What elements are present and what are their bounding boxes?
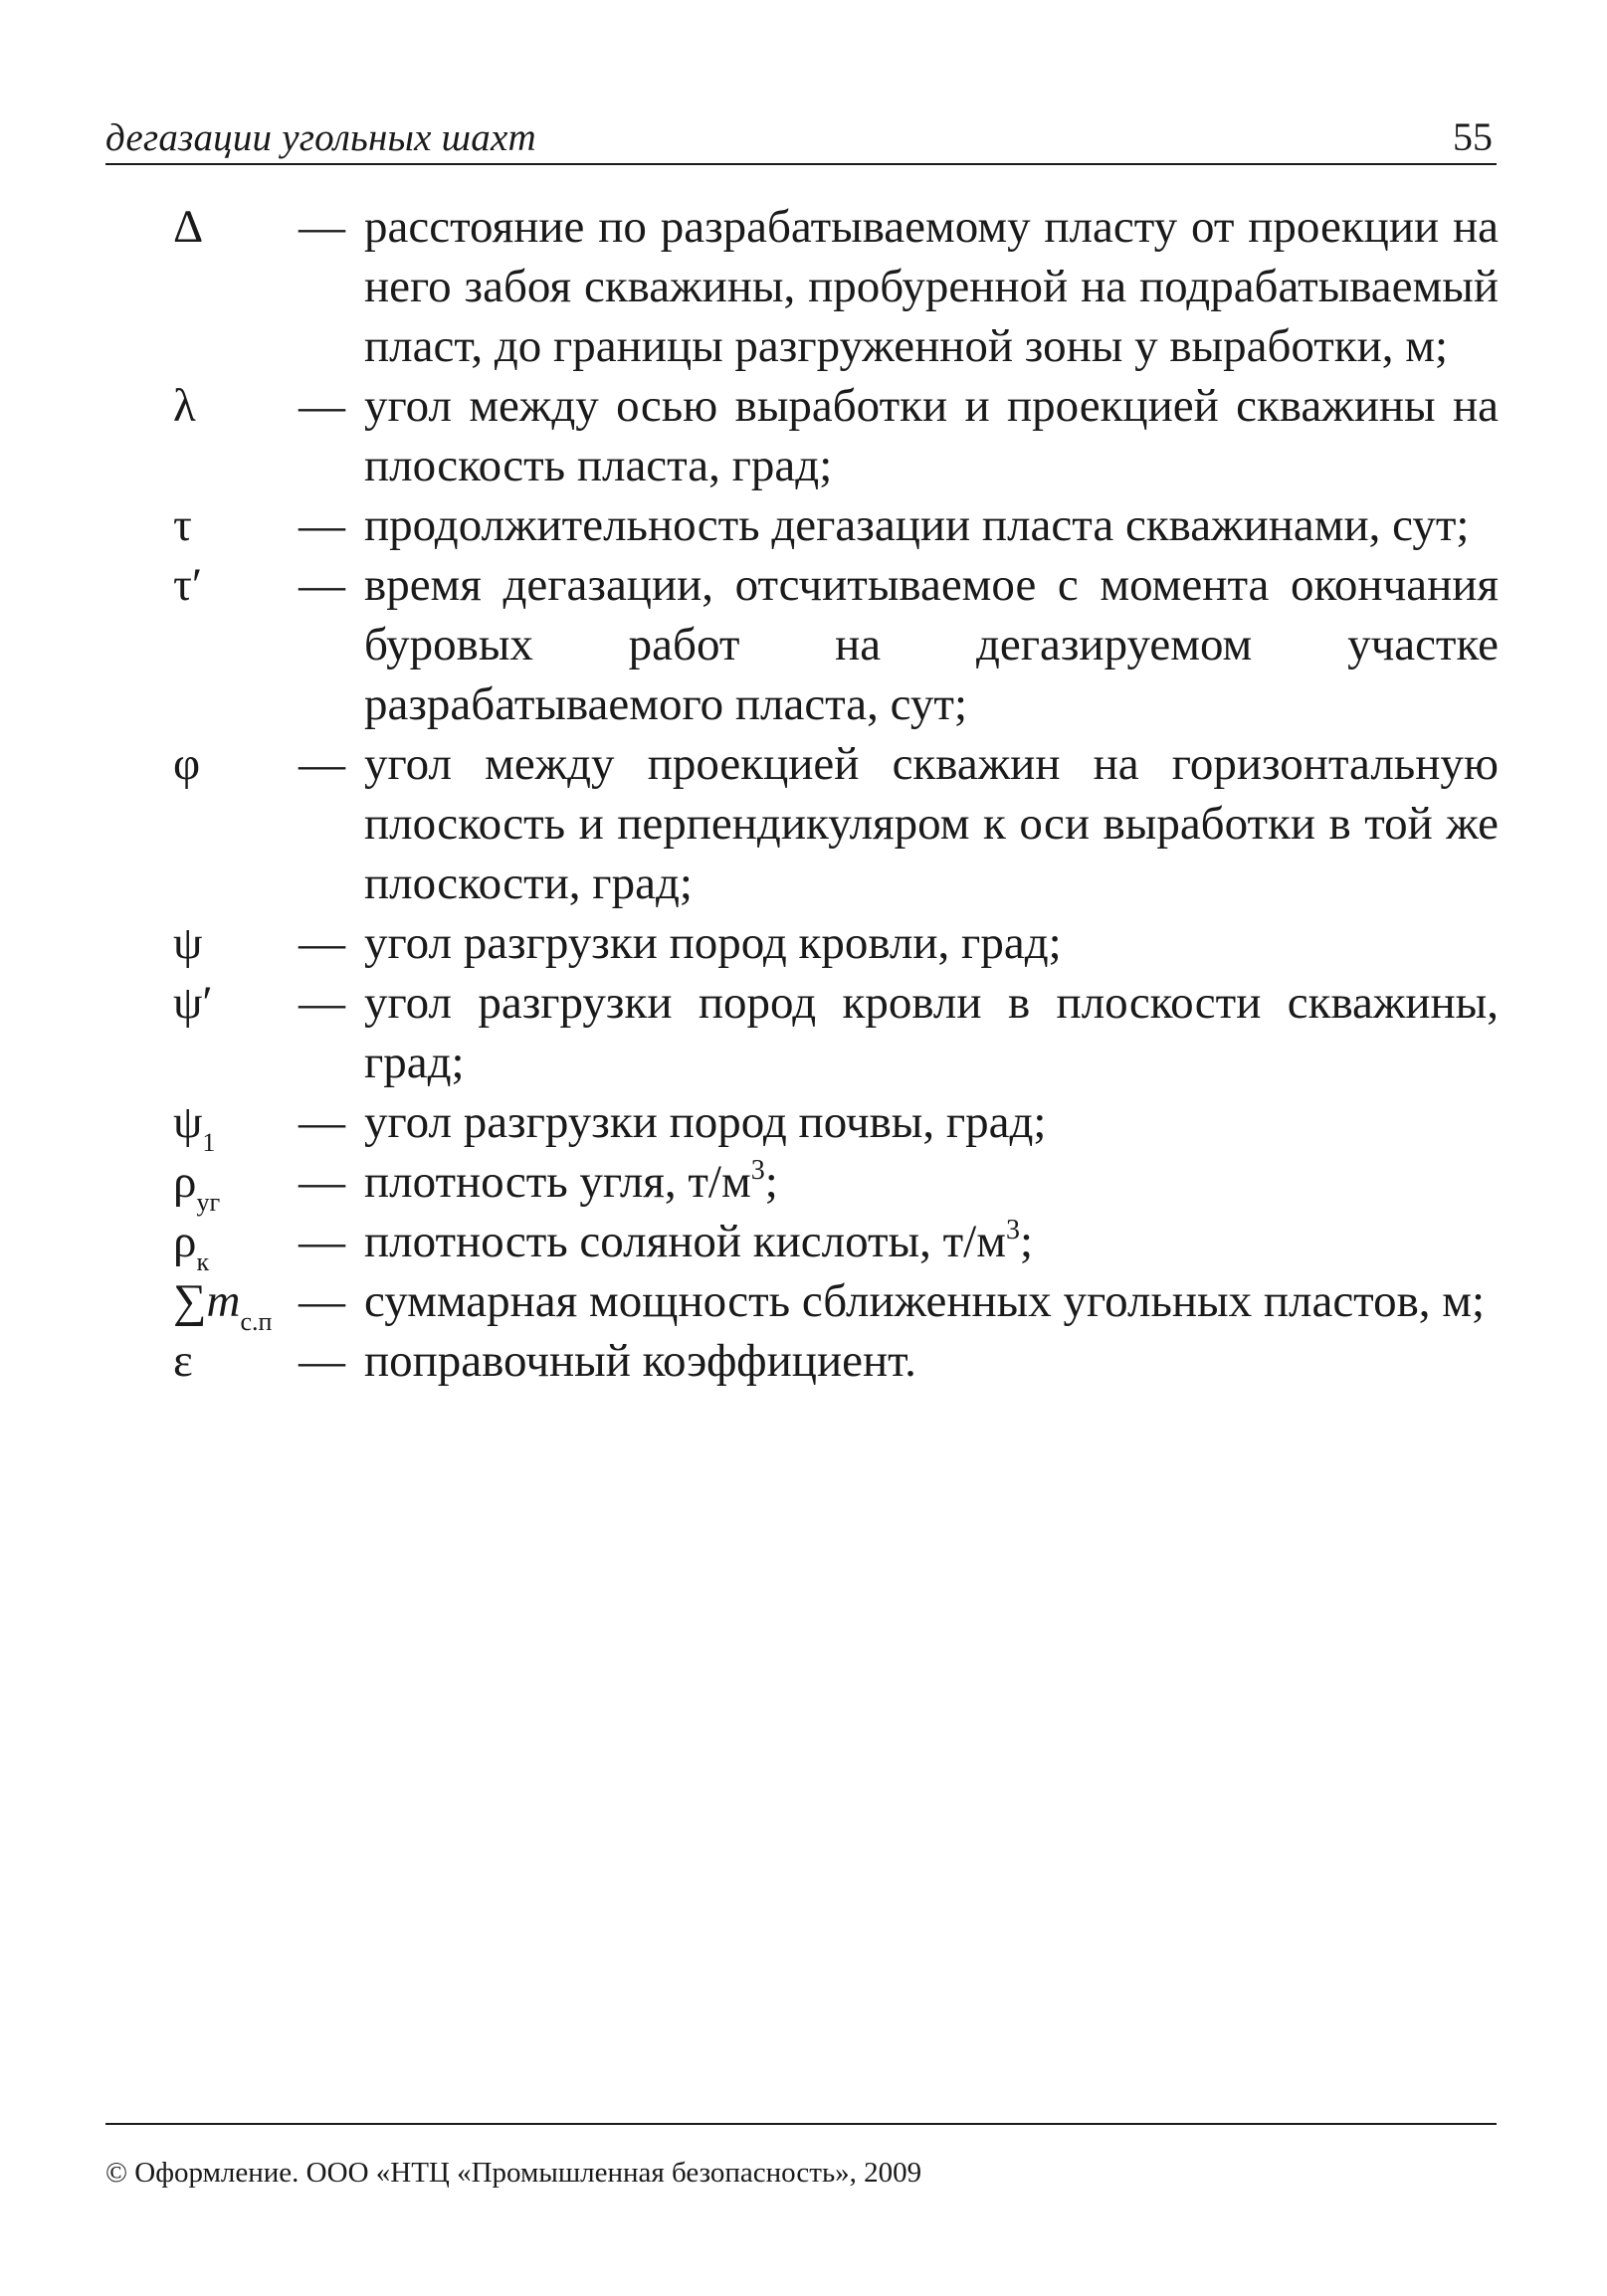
definition-symbol: $\rho_{уг}$ (173, 1156, 221, 1217)
definition-dash: — (299, 559, 345, 611)
definition-text: суммарная мощность сближенных угольных пластов, м; (364, 1275, 1486, 1327)
definition-symbol: $\rho_к$ (173, 1216, 210, 1276)
definition-symbol: τ′ (173, 559, 203, 611)
definition-symbol: ψ′ (173, 977, 213, 1029)
running-header (105, 111, 1497, 165)
definition-dash: — (299, 738, 345, 790)
definition-symbol: $\sum m_{с.п}$ (173, 1275, 273, 1336)
definition-symbol: Δ (173, 201, 204, 253)
definition-text: продолжительность дегазации пласта скважинами, сут; (364, 499, 1470, 551)
definition-symbol: ψ (173, 917, 203, 969)
definition-text: угол между осью выработки и проекцией скважины на плоскость пласта, град; (364, 380, 1499, 491)
page-footer (105, 2123, 1497, 2189)
definition-dash: — (299, 977, 345, 1029)
copyright-notice: © Оформление. ООО «НТЦ «Промышленная безопасность», 2009 (105, 2157, 922, 2189)
definition-item (105, 913, 1499, 973)
definition-item (105, 1152, 1499, 1217)
definition-item (105, 1212, 1499, 1276)
definition-symbol: τ (173, 499, 192, 551)
definition-text: угол разгрузки пород кровли, град; (364, 917, 1062, 969)
page-number: 55 (1453, 114, 1493, 159)
running-title: дегазации угольных шахт (105, 116, 536, 159)
definition-dash: — (299, 1275, 345, 1327)
definition-dash: — (299, 380, 345, 432)
definition-dash: — (299, 917, 345, 969)
definition-text: угол разгрузки пород почвы, град; (364, 1096, 1047, 1148)
definition-text: плотность угля, $т/м^3$; (364, 1155, 778, 1208)
definition-text: плотность соляной кислоты, $т/м^3$; (364, 1215, 1034, 1267)
definition-dash: — (299, 1216, 345, 1267)
definition-dash: — (299, 499, 345, 551)
definition-item (105, 1331, 1499, 1391)
definition-item (105, 495, 1499, 555)
definition-text: угол разгрузки пород кровли в плоскости скважины, град; (364, 977, 1499, 1088)
definition-text: угол между проекцией скважин на горизонтальную плоскость и перпендикуляром к оси выработки в той же плоскости, град; (364, 738, 1499, 909)
definition-item (105, 1092, 1499, 1157)
definition-item (105, 734, 1499, 913)
definition-text: время дегазации, отсчитываемое с момента окончания буровых работ на дегазируемом участке разрабатываемого пласта, сут; (364, 559, 1499, 730)
definition-item (105, 1271, 1499, 1336)
definition-symbol: ε (173, 1335, 193, 1387)
definition-symbol: φ (173, 738, 201, 790)
definition-dash: — (299, 1335, 345, 1387)
definition-symbol: $\psi_1$ (173, 1096, 216, 1157)
definition-list (105, 197, 1499, 1391)
definition-dash: — (299, 1096, 345, 1148)
definition-dash: — (299, 201, 345, 253)
definition-item (105, 973, 1499, 1092)
definition-text: поправочный коэффициент. (364, 1335, 916, 1387)
definition-text: расстояние по разрабатываемому пласту от проекции на него забоя скважины, пробуренной на подрабатываемый пласт, до границы разгруженной зоны у выработки, м; (364, 201, 1499, 372)
definition-dash: — (299, 1156, 345, 1208)
definition-symbol: λ (173, 380, 196, 432)
definition-item (105, 197, 1499, 376)
definition-item (105, 376, 1499, 495)
definition-item (105, 555, 1499, 734)
